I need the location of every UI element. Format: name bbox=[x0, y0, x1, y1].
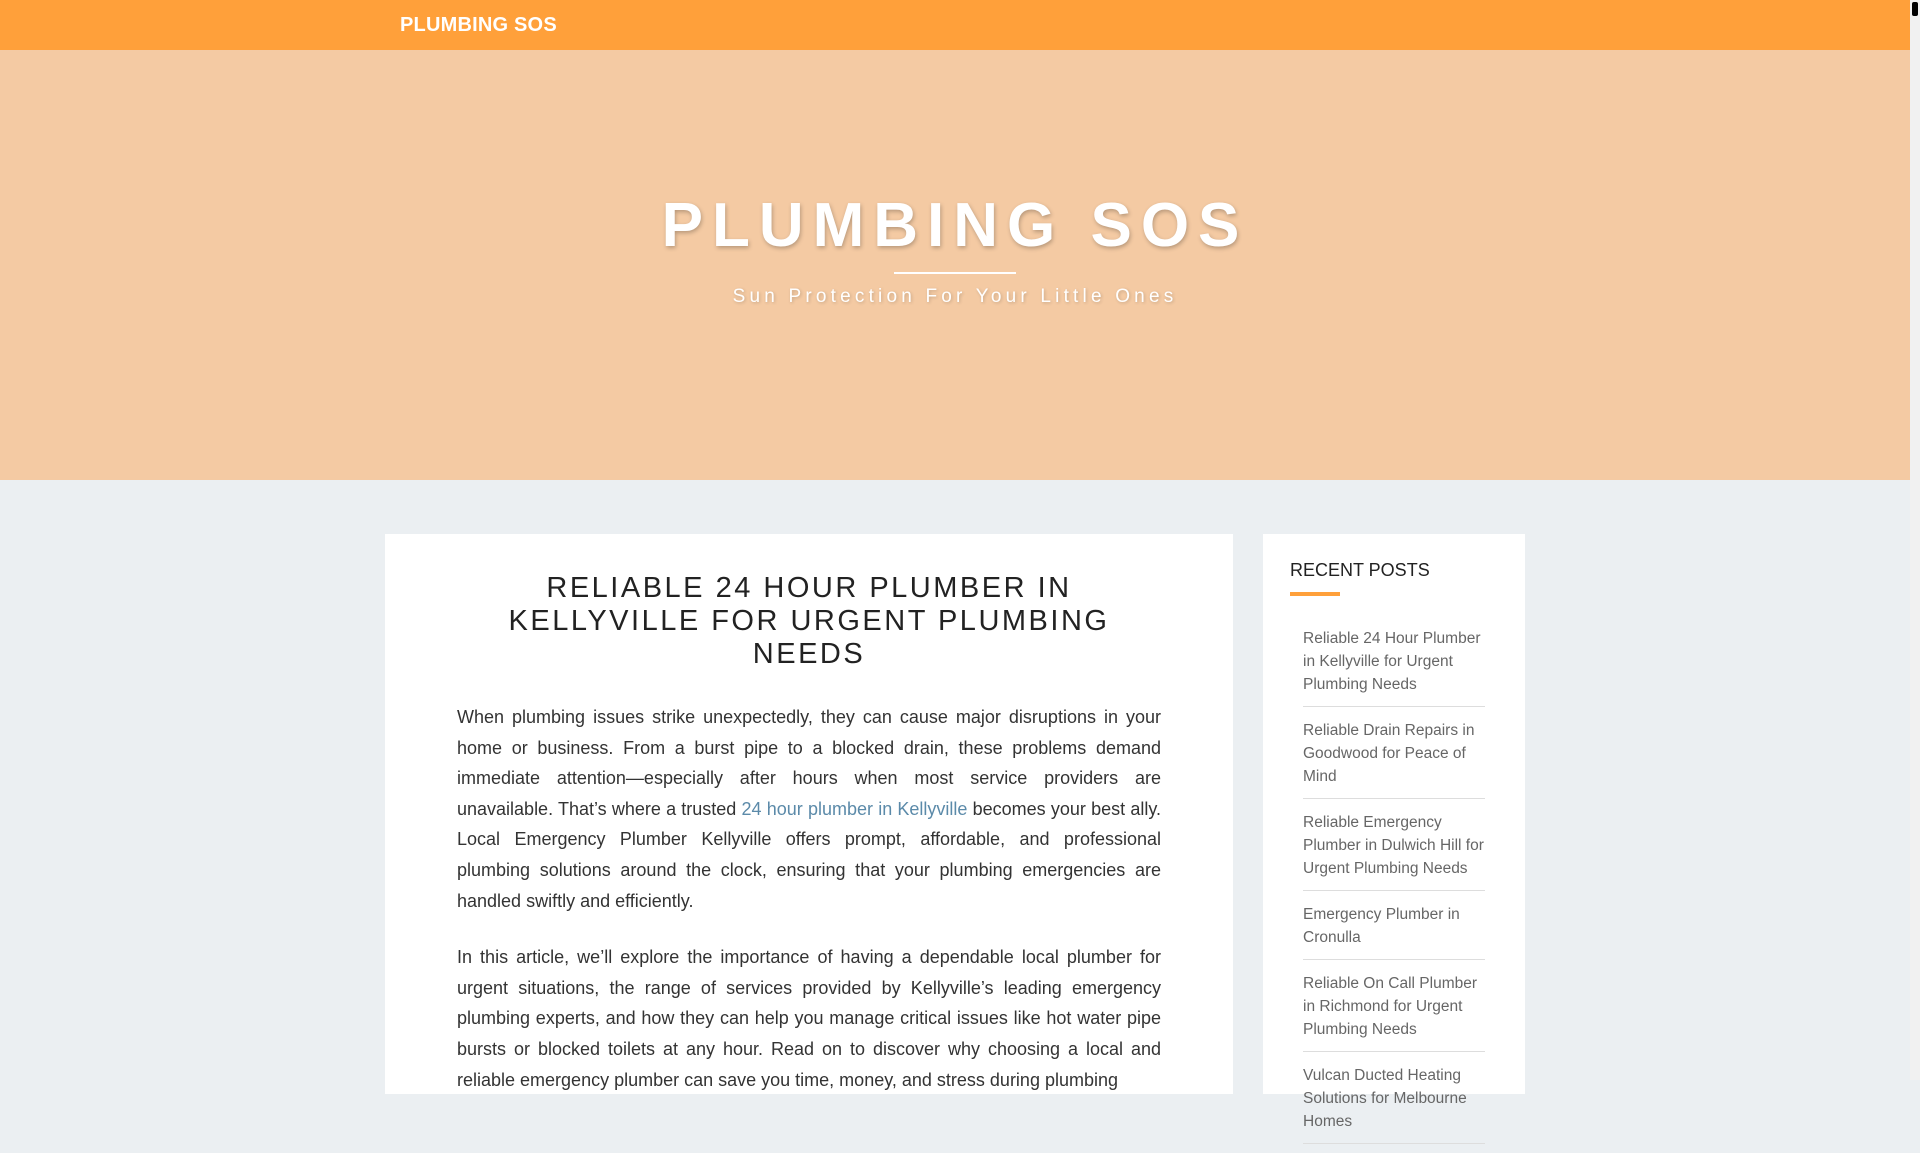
list-item bbox=[1303, 716, 1485, 799]
article-paragraph-1 bbox=[457, 702, 1161, 916]
recent-post-link[interactable]: Reliable Emergency Plumber in Dulwich Hill for Urgent Plumbing Needs bbox=[1303, 814, 1484, 877]
list-item bbox=[1303, 624, 1485, 707]
recent-posts-list bbox=[1303, 624, 1485, 1153]
site-title[interactable]: PLUMBING SOS bbox=[661, 191, 1249, 260]
sidebar-widget bbox=[1263, 534, 1525, 1130]
article-card bbox=[385, 534, 1233, 1094]
list-item bbox=[1303, 969, 1485, 1052]
top-nav-bar bbox=[0, 0, 1910, 50]
site-tagline: Sun Protection For Your Little Ones bbox=[732, 286, 1178, 307]
heading-underline bbox=[1290, 592, 1340, 596]
article-title: RELIABLE 24 HOUR PLUMBER IN KELLYVILLE FOR URGENT PLUMBING NEEDS bbox=[508, 572, 1110, 670]
page-scrollbar[interactable] bbox=[1910, 0, 1920, 1080]
list-item bbox=[1303, 900, 1485, 960]
plumber-kellyville-link[interactable]: 24 hour plumber in Kellyville bbox=[741, 798, 968, 819]
recent-post-link[interactable]: Vulcan Ducted Heating Solutions for Melbourne Homes bbox=[1303, 1067, 1467, 1130]
recent-post-link[interactable]: Reliable On Call Plumber in Richmond for Urgent Plumbing Needs bbox=[1303, 975, 1478, 1038]
article-body bbox=[457, 702, 1161, 1121]
hero-divider bbox=[894, 272, 1016, 274]
scrollbar-thumb[interactable] bbox=[1912, 2, 1918, 16]
list-item bbox=[1303, 1061, 1485, 1144]
recent-post-link[interactable]: Reliable 24 Hour Plumber in Kellyville for Urgent Plumbing Needs bbox=[1303, 630, 1481, 693]
list-item bbox=[1303, 808, 1485, 891]
article-paragraph-2: In this article, we’ll explore the importance of having a dependable local plumber for urgent situations, the range of services provided by Kellyville’s leading emergency plumbing experts, and how they can help you manage critical issues like hot water pipe bursts or blocked toilets at any hour. Read on to discover why choosing a local and reliable emergency plumber can save you time, money, and stress during plumbing bbox=[457, 947, 1161, 1090]
recent-post-link[interactable]: Reliable Drain Repairs in Goodwood for Peace of Mind bbox=[1303, 722, 1475, 785]
recent-post-link[interactable]: Emergency Plumber in Cronulla bbox=[1303, 906, 1460, 946]
hero-banner bbox=[0, 50, 1910, 480]
site-brand-link[interactable]: PLUMBING SOS bbox=[400, 14, 557, 36]
paragraph-text: becomes your best ally. Local Emergency Plumber Kellyville offers prompt, affordable, and professional plumbing solutions around the clock, ensuring that your plumbing emergencies are handled swiftly and efficiently. bbox=[457, 798, 1161, 911]
paragraph-text: When plumbing issues strike unexpectedly, they can cause major disruptions in your home or business. From a burst pipe to a blocked drain, these problems demand immediate attention—especially after hours when most service providers are unavailable. That’s where a trusted bbox=[457, 707, 1161, 819]
recent-posts-heading: RECENT POSTS bbox=[1290, 560, 1430, 580]
